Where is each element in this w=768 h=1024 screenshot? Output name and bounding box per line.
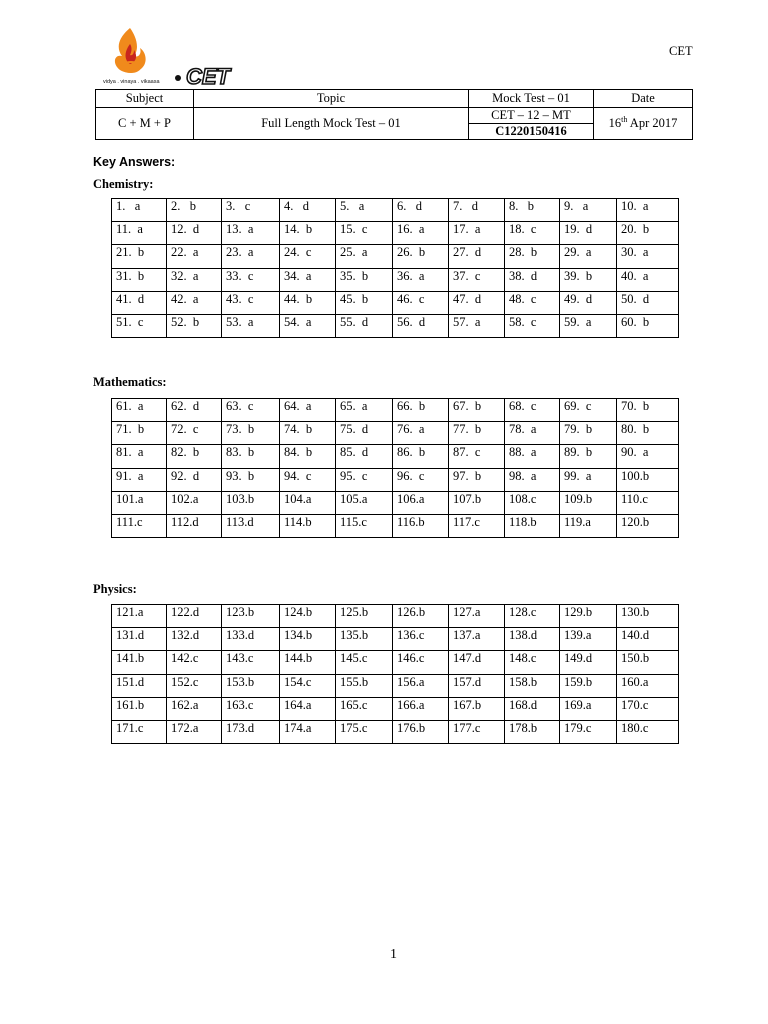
answer-cell: 28. b [505,245,560,268]
test-id: C1220150416 [469,124,594,140]
answer-cell: 75. d [336,422,393,445]
date-suffix: th [621,115,628,125]
answer-cell: 136.c [393,628,449,651]
answer-cell: 51. c [112,314,167,337]
answer-cell: 92. d [167,468,222,491]
answer-cell: 160.a [617,674,679,697]
answer-cell: 96. c [393,468,449,491]
answer-cell: 144.b [280,651,336,674]
answer-cell: 148.c [505,651,560,674]
answer-cell: 15. c [336,222,393,245]
answer-cell: 90. a [617,445,679,468]
answer-cell: 52. b [167,314,222,337]
answer-cell: 40. a [617,268,679,291]
answer-cell: 159.b [560,674,617,697]
answer-cell: 156.a [393,674,449,697]
subject-value: C + M + P [96,108,194,140]
answer-cell: 84. b [280,445,336,468]
answer-cell: 135.b [336,628,393,651]
answer-cell: 21. b [112,245,167,268]
table-row [112,628,679,651]
answer-cell: 45. b [336,291,393,314]
answer-cell: 47. d [449,291,505,314]
answer-cell: 91. a [112,468,167,491]
mathematics-answers-table [111,398,679,538]
answer-cell: 16. a [393,222,449,245]
answer-cell: 115.c [336,514,393,537]
answer-cell: 36. a [393,268,449,291]
table-row [112,514,679,537]
answer-cell: 67. b [449,399,505,422]
answer-cell: 103.b [222,491,280,514]
answer-cell: 106.a [393,491,449,514]
answer-cell: 29. a [560,245,617,268]
answer-cell: 145.c [336,651,393,674]
table-row [112,291,679,314]
answer-cell: 162.a [167,697,222,720]
physics-heading: Physics: [93,582,137,596]
answer-cell: 72. c [167,422,222,445]
answer-cell: 113.d [222,514,280,537]
answer-cell: 54. a [280,314,336,337]
answer-cell: 65. a [336,399,393,422]
answer-cell: 138.d [505,628,560,651]
answer-cell: 165.c [336,697,393,720]
answer-cell: 146.c [393,651,449,674]
answer-cell: 127.a [449,605,505,628]
answer-cell: 169.a [560,697,617,720]
table-row [112,268,679,291]
answer-cell: 99. a [560,468,617,491]
answer-cell: 58. c [505,314,560,337]
answer-cell: 142.c [167,651,222,674]
answer-cell: 3. c [222,199,280,222]
answer-cell: 168.d [505,697,560,720]
answer-cell: 63. c [222,399,280,422]
answer-cell: 55. d [336,314,393,337]
answer-cell: 102.a [167,491,222,514]
answer-cell: 38. d [505,268,560,291]
answer-cell: 147.d [449,651,505,674]
answer-cell: 95. c [336,468,393,491]
answer-cell: 35. b [336,268,393,291]
answer-cell: 50. d [617,291,679,314]
answer-cell: 141.b [112,651,167,674]
answer-cell: 137.a [449,628,505,651]
answer-cell: 86. b [393,445,449,468]
table-row [112,491,679,514]
answer-cell: 87. c [449,445,505,468]
answer-cell: 153.b [222,674,280,697]
answer-cell: 31. b [112,268,167,291]
page-number: 1 [390,947,397,962]
answer-cell: 178.b [505,720,560,743]
answer-cell: 2. b [167,199,222,222]
answer-cell: 62. d [167,399,222,422]
answer-cell: 123.b [222,605,280,628]
answer-cell: 11. a [112,222,167,245]
answer-cell: 143.c [222,651,280,674]
answer-cell: 8. b [505,199,560,222]
answer-cell: 68. c [505,399,560,422]
answer-cell: 117.c [449,514,505,537]
answer-cell: 122.d [167,605,222,628]
answer-cell: 34. a [280,268,336,291]
answer-cell: 24. c [280,245,336,268]
table-row [112,697,679,720]
table-row [112,199,679,222]
answer-cell: 133.d [222,628,280,651]
answer-cell: 1. a [112,199,167,222]
answer-cell: 27. d [449,245,505,268]
answer-cell: 134.b [280,628,336,651]
answer-cell: 77. b [449,422,505,445]
answer-cell: 174.a [280,720,336,743]
answer-cell: 48. c [505,291,560,314]
header-mock-test: Mock Test – 01 [469,90,594,108]
table-row [112,674,679,697]
flame-logo-icon [100,24,235,88]
answer-cell: 80. b [617,422,679,445]
table-row [112,445,679,468]
answer-cell: 116.b [393,514,449,537]
table-row [112,468,679,491]
answer-cell: 105.a [336,491,393,514]
answer-cell: 89. b [560,445,617,468]
answer-cell: 12. d [167,222,222,245]
answer-cell: 83. b [222,445,280,468]
table-row [112,605,679,628]
answer-cell: 161.b [112,697,167,720]
answer-cell: 176.b [393,720,449,743]
answer-cell: 44. b [280,291,336,314]
answer-cell: 42. a [167,291,222,314]
answer-cell: 119.a [560,514,617,537]
table-row [112,222,679,245]
header-right-label: CET [669,44,693,58]
answer-cell: 157.d [449,674,505,697]
answer-cell: 7. d [449,199,505,222]
answer-cell: 121.a [112,605,167,628]
answer-cell: 61. a [112,399,167,422]
answer-cell: 60. b [617,314,679,337]
answer-cell: 112.d [167,514,222,537]
info-table [95,89,693,140]
answer-cell: 30. a [617,245,679,268]
answer-cell: 149.d [560,651,617,674]
answer-cell: 130.b [617,605,679,628]
answer-cell: 158.b [505,674,560,697]
physics-answers-table [111,604,679,744]
answer-cell: 41. d [112,291,167,314]
answer-cell: 150.b [617,651,679,674]
answer-cell: 129.b [560,605,617,628]
answer-cell: 20. b [617,222,679,245]
answer-cell: 155.b [336,674,393,697]
table-row [112,720,679,743]
answer-cell: 5. a [336,199,393,222]
answer-cell: 9. a [560,199,617,222]
answer-cell: 140.d [617,628,679,651]
answer-cell: 171.c [112,720,167,743]
answer-cell: 6. d [393,199,449,222]
answer-cell: 74. b [280,422,336,445]
answer-cell: 131.d [112,628,167,651]
answer-cell: 93. b [222,468,280,491]
answer-cell: 172.a [167,720,222,743]
answer-cell: 164.a [280,697,336,720]
key-answers-heading: Key Answers: [93,155,176,169]
answer-cell: 107.b [449,491,505,514]
answer-cell: 17. a [449,222,505,245]
answer-cell: 32. a [167,268,222,291]
answer-cell: 71. b [112,422,167,445]
answer-cell: 69. c [560,399,617,422]
answer-cell: 19. d [560,222,617,245]
answer-cell: 13. a [222,222,280,245]
answer-cell: 98. a [505,468,560,491]
answer-cell: 128.c [505,605,560,628]
logo-tagline: vidya . vinaya . vikaasa [103,79,160,85]
answer-cell: 139.a [560,628,617,651]
answer-cell: 26. b [393,245,449,268]
cet-logo [100,24,235,88]
answer-cell: 43. c [222,291,280,314]
mathematics-heading: Mathematics: [93,375,167,389]
answer-cell: 167.b [449,697,505,720]
answer-cell: 64. a [280,399,336,422]
answer-cell: 4. d [280,199,336,222]
answer-cell: 154.c [280,674,336,697]
answer-cell: 22. a [167,245,222,268]
answer-cell: 33. c [222,268,280,291]
table-row [112,422,679,445]
answer-cell: 76. a [393,422,449,445]
answer-cell: 110.c [617,491,679,514]
date-rest: Apr 2017 [627,116,678,131]
header-subject: Subject [96,90,194,108]
answer-cell: 180.c [617,720,679,743]
answer-cell: 152.c [167,674,222,697]
answer-cell: 132.d [167,628,222,651]
header-date: Date [594,90,693,108]
date-value [594,108,693,140]
answer-cell: 78. a [505,422,560,445]
header-topic: Topic [194,90,469,108]
answer-cell: 18. c [505,222,560,245]
answer-cell: 100.b [617,468,679,491]
answer-cell: 53. a [222,314,280,337]
answer-cell: 14. b [280,222,336,245]
answer-cell: 126.b [393,605,449,628]
table-row [112,314,679,337]
answer-cell: 104.a [280,491,336,514]
answer-cell: 124.b [280,605,336,628]
answer-cell: 79. b [560,422,617,445]
answer-cell: 82. b [167,445,222,468]
test-code: CET – 12 – MT [469,108,594,124]
answer-cell: 175.c [336,720,393,743]
answer-cell: 177.c [449,720,505,743]
answer-cell: 46. c [393,291,449,314]
answer-cell: 73. b [222,422,280,445]
answer-cell: 94. c [280,468,336,491]
table-row [112,245,679,268]
answer-cell: 88. a [505,445,560,468]
topic-value: Full Length Mock Test – 01 [194,108,469,140]
answer-cell: 163.c [222,697,280,720]
answer-cell: 66. b [393,399,449,422]
answer-cell: 125.b [336,605,393,628]
answer-cell: 56. d [393,314,449,337]
answer-cell: 111.c [112,514,167,537]
logo-text: CET [186,64,230,88]
chemistry-heading: Chemistry: [93,177,154,191]
answer-cell: 59. a [560,314,617,337]
answer-cell: 57. a [449,314,505,337]
answer-cell: 81. a [112,445,167,468]
answer-cell: 37. c [449,268,505,291]
answer-cell: 97. b [449,468,505,491]
answer-cell: 118.b [505,514,560,537]
chemistry-answers-table [111,198,679,338]
answer-cell: 39. b [560,268,617,291]
answer-cell: 120.b [617,514,679,537]
date-day: 16 [608,116,622,131]
answer-cell: 101.a [112,491,167,514]
answer-cell: 109.b [560,491,617,514]
answer-cell: 70. b [617,399,679,422]
answer-cell: 114.b [280,514,336,537]
answer-cell: 23. a [222,245,280,268]
answer-cell: 170.c [617,697,679,720]
answer-cell: 166.a [393,697,449,720]
table-row [112,399,679,422]
answer-cell: 108.c [505,491,560,514]
answer-cell: 85. d [336,445,393,468]
answer-cell: 25. a [336,245,393,268]
answer-cell: 179.c [560,720,617,743]
table-row [112,651,679,674]
answer-cell: 173.d [222,720,280,743]
answer-cell: 49. d [560,291,617,314]
answer-cell: 151.d [112,674,167,697]
answer-cell: 10. a [617,199,679,222]
